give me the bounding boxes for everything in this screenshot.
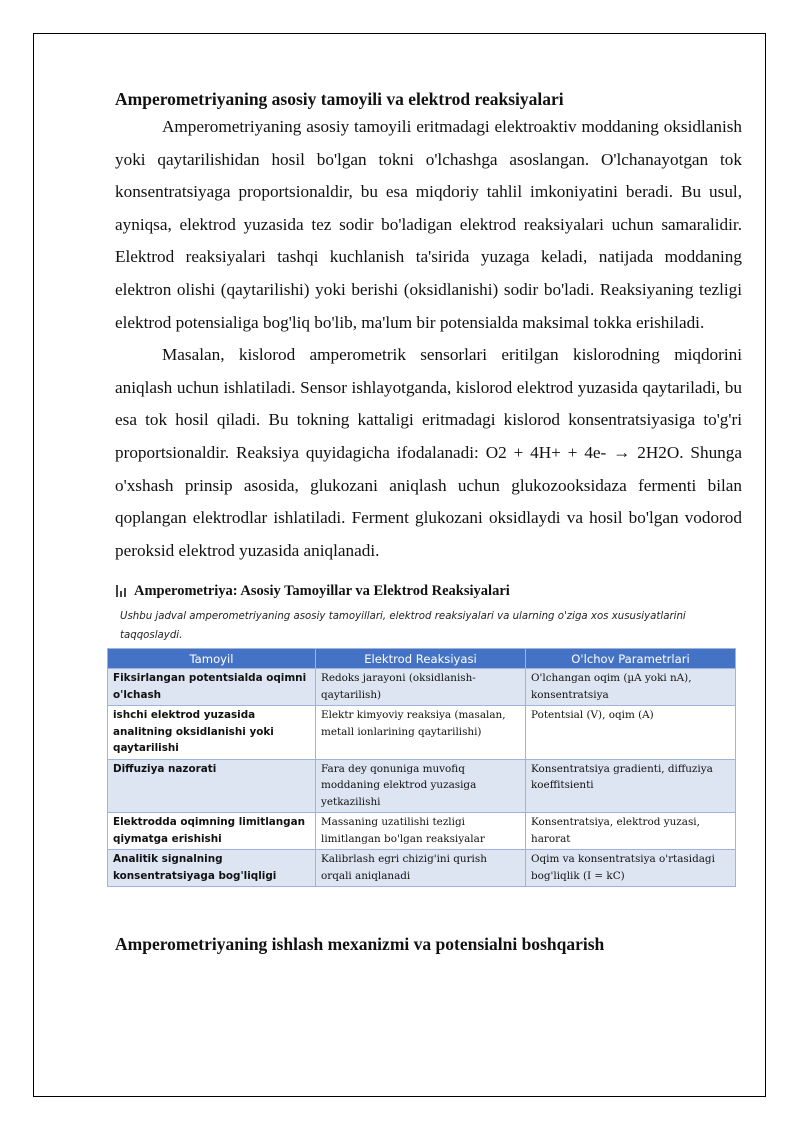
table-row	[108, 669, 736, 706]
figure-title	[116, 581, 742, 601]
table-cell: Konsentratsiya gradienti, diffuziya koeffitsienti	[526, 759, 736, 813]
table-row	[108, 706, 736, 760]
figure-title-text: Amperometriya: Asosiy Tamoyillar va Elektrod Reaksiyalari	[134, 583, 510, 600]
table-cell: ishchi elektrod yuzasida analitning oksidlanishi yoki qaytarilishi	[108, 706, 316, 760]
table-cell: Diffuziya nazorati	[108, 759, 316, 813]
table-cell: Analitik signalning konsentratsiyaga bog'liqligi	[108, 850, 316, 887]
table-cell: Konsentratsiya, elektrod yuzasi, harorat	[526, 813, 736, 850]
table-cell: Fiksirlangan potentsialda oqimni o'lchash	[108, 669, 316, 706]
table-cell: Potentsial (V), oqim (A)	[526, 706, 736, 760]
comparison-table	[107, 648, 736, 887]
figure-caption: Ushbu jadval amperometriyaning asosiy tamoyillari, elektrod reaksiyalari va ularning o'ziga xos xususiyatlarini taqqoslaydi.	[120, 611, 686, 642]
table-cell: Kalibrlash egri chizig'ini qurish orqali aniqlanadi	[316, 850, 526, 887]
section-heading: Amperometriyaning asosiy tamoyili va elektrod reaksiyalari	[115, 89, 564, 109]
table-cell: Oqim va konsentratsiya o'rtasidagi bog'liqlik (I = kC)	[526, 850, 736, 887]
table-cell: Massaning uzatilishi tezligi limitlangan bo'lgan reaksiyalar	[316, 813, 526, 850]
table-row	[108, 850, 736, 887]
section-heading: Amperometriyaning ishlash mexanizmi va potensialni boshqarish	[115, 934, 605, 955]
table-header-row	[108, 649, 736, 669]
table-cell: Fara dey qonuniga muvofiq moddaning elektrod yuzasiga yetkazilishi	[316, 759, 526, 813]
table-cell: Redoks jarayoni (oksidlanish-qaytarilish)	[316, 669, 526, 706]
table-row	[108, 813, 736, 850]
table-cell: O'lchangan oqim (µA yoki nA), konsentratsiya	[526, 669, 736, 706]
column-header: Elektrod Reaksiyasi	[316, 649, 526, 669]
table-row	[108, 759, 736, 813]
bar-chart-icon	[116, 585, 128, 597]
column-header: Tamoyil	[108, 649, 316, 669]
body-paragraph: Masalan, kislorod amperometrik sensorlari eritilgan kislorodning miqdorini aniqlash uchun ishlatiladi. Sensor ishlayotganda, kislorod elektrod yuzasida qaytariladi, bu esa tok hosil qiladi. Bu tokning kattaligi eritmadagi kislorod konsentratsiyasiga to'g'ri proportsionaldir. Reaksiya quyidagicha ifodalanadi: O2 + 4H+ + 4e- → 2H2O. Shunga o'xshash prinsip asosida, glukozani aniqlash uchun glukozooksidaza fermenti bilan qoplangan elektrodlar ishlatiladi. Ferment glukozani oksidlaydi va hosil bo'lgan vodorod peroksid elektrod yuzasida aniqlanadi.	[115, 345, 742, 560]
table-cell: Elektr kimyoviy reaksiya (masalan, metall ionlarining qaytarilishi)	[316, 706, 526, 760]
table-cell: Elektrodda oqimning limitlangan qiymatga erishishi	[108, 813, 316, 850]
document-content	[115, 83, 742, 956]
column-header: O'lchov Parametrlari	[526, 649, 736, 669]
body-paragraph: Amperometriyaning asosiy tamoyili eritmadagi elektroaktiv moddaning oksidlanish yoki qaytarilishidan hosil bo'lgan tokni o'lchashga asoslangan. O'lchanayotgan tok konsentratsiyaga proportsionaldir, bu esa miqdoriy tahlil imkoniyatini beradi. Bu usul, ayniqsa, elektrod yuzasida tez sodir bo'ladigan elektrod reaksiyalari uchun samaralidir. Elektrod reaksiyalari tashqi kuchlanish ta'sirida yuzaga keladi, natijada moddaning elektron olishi (qaytarilishi) yoki berishi (oksidlanishi) sodir bo'ladi. Reaksiyaning tezligi elektrod potensialiga bog'liq bo'lib, ma'lum bir potensialda maksimal tokka erishiladi.	[115, 117, 742, 332]
